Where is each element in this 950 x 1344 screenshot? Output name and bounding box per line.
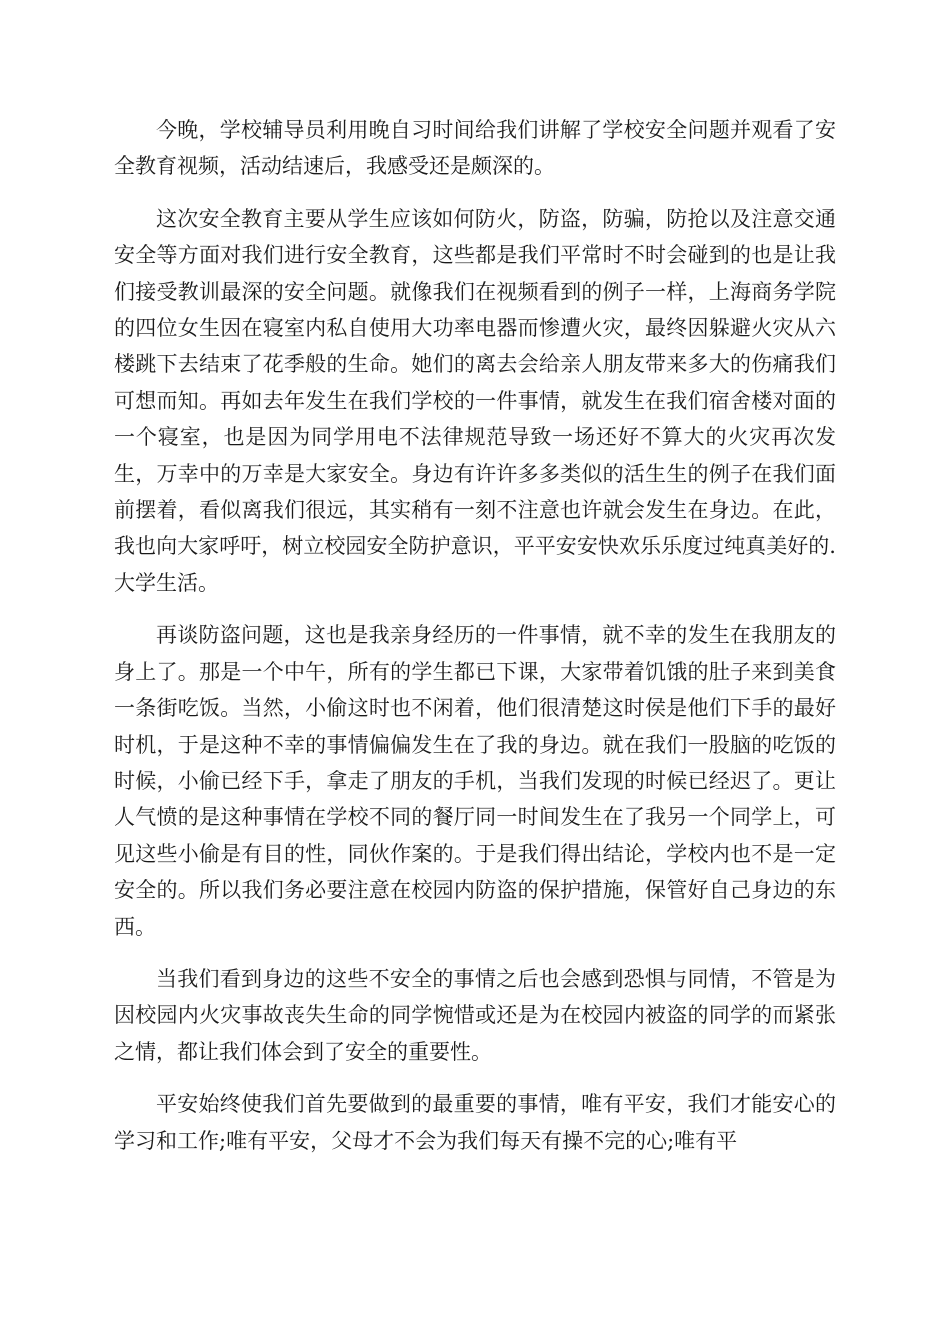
paragraph-4: 当我们看到身边的这些不安全的事情之后也会感到恐惧与同情，不管是为因校园内火灾事故丧失生命的同学惋惜或还是为在校园内被盗的同学的而紧张之情，都让我们体会到了安全的重要性。 — [114, 966, 836, 1064]
document-body — [114, 112, 836, 1175]
paragraph-3: 再谈防盗问题，这也是我亲身经历的一件事情，就不幸的发生在我朋友的身上了。那是一个中午，所有的学生都已下课，大家带着饥饿的肚子来到美食一条街吃饭。当然，小偷这时也不闲着，他们很清楚这时侯是他们下手的最好时机，于是这种不幸的事情偏偏发生在了我的身边。就在我们一股脑的吃饭的时候，小偷已经下手，拿走了朋友的手机，当我们发现的时候已经迟了。更让人气愤的是这种事情在学校不同的餐厅同一时间发生在了我另一个同学上，可见这些小偷是有目的性，同伙作案的。于是我们得出结论，学校内也不是一定安全的。所以我们务必要注意在校园内防盗的保护措施，保管好自己身边的东西。 — [114, 623, 836, 939]
paragraph-1: 今晚，学校辅导员利用晚自习时间给我们讲解了学校安全问题并观看了安全教育视频，活动结速后，我感受还是颇深的。 — [114, 118, 836, 179]
paragraph-2: 这次安全教育主要从学生应该如何防火，防盗，防骗，防抢以及注意交通安全等方面对我们进行安全教育，这些都是我们平常时不时会碰到的也是让我们接受教训最深的安全问题。就像我们在视频看到的例子一样，上海商务学院的四位女生因在寝室内私自使用大功率电器而惨遭火灾，最终因躲避火灾从六楼跳下去结束了花季般的生命。她们的离去会给亲人朋友带来多大的伤痛我们可想而知。再如去年发生在我们学校的一件事情，就发生在我们宿舍楼对面的一个寝室，也是因为同学用电不法律规范导致一场还好不算大的火灾再次发生，万幸中的万幸是大家安全。身边有许许多多类似的活生生的例子在我们面前摆着，看似离我们很远，其实稍有一刻不注意也许就会发生在身边。在此，我也向大家呼吁，树立校园安全防护意识，平平安安快欢乐乐度过纯真美好的.大学生活。 — [114, 206, 836, 595]
paragraph-5: 平安始终使我们首先要做到的最重要的事情，唯有平安，我们才能安心的学习和工作;唯有平安，父母才不会为我们每天有操不完的心;唯有平 — [114, 1092, 836, 1153]
